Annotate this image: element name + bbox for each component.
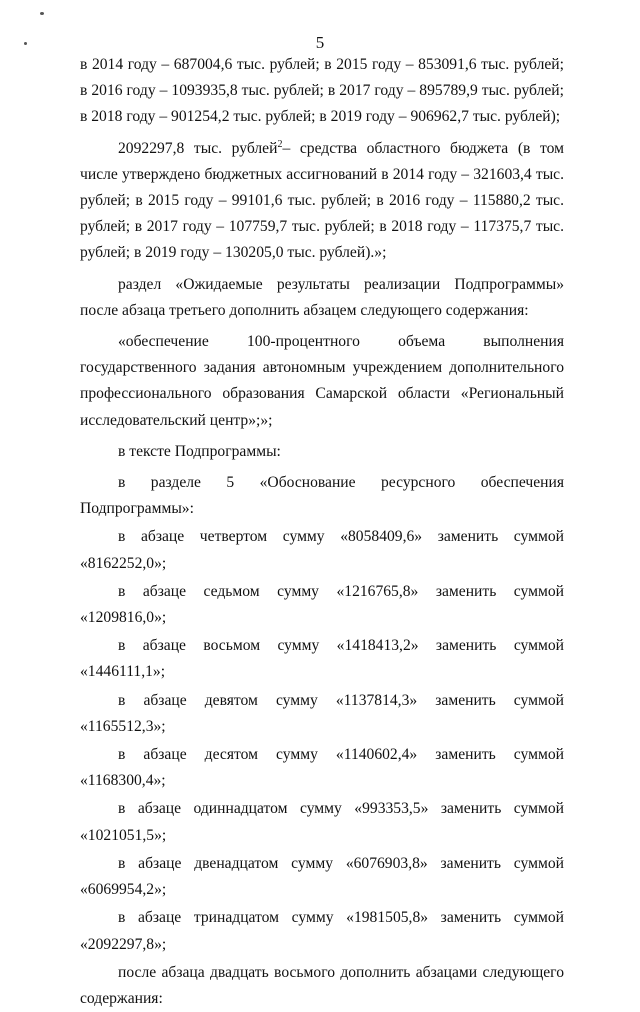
document-body <box>80 52 564 1012</box>
scan-speck <box>40 12 44 15</box>
paragraph-p13: в абзаце тринадцатом сумму «1981505,8» заменить суммой «2092297,8»; <box>80 909 564 953</box>
paragraph-p8: в абзаце восьмом сумму «1418413,2» заменить суммой «1446111,1»; <box>80 637 564 681</box>
paragraph-p4: в абзаце четвертом сумму «8058409,6» заменить суммой «8162252,0»; <box>80 528 564 572</box>
budget-lead: 2092297,8 тыс. рублей <box>118 139 278 157</box>
paragraph-provision: «обеспечение 100-процентного объема выполнения государственного задания автономным учреждением дополнительного профессионального образования Самарской области «Региональный исследовательский центр»;»; <box>80 333 564 429</box>
paragraph-p12: в абзаце двенадцатом сумму «6076903,8» заменить суммой «6069954,2»; <box>80 854 564 899</box>
paragraph-p7: в абзаце седьмом сумму «1216765,8» заменить суммой «1209816,0»; <box>80 582 564 627</box>
budget-paragraph <box>80 136 564 267</box>
page-number: 5 <box>315 33 325 52</box>
paragraph-in-text: в тексте Подпрограммы: <box>118 442 281 460</box>
paragraph-p10: в абзаце десятом сумму «1140602,4» заменить суммой «1168300,4»; <box>80 746 564 790</box>
budget-rest: – средства областного бюджета (в том числе утверждено бюджетных ассигнований в 2014 году – 321603,4 тыс. рублей; в 2015 году – 99101,6 тыс. рублей; в 2016 году – 115880,2 тыс. рублей; в 2017 году – 107759,7 тыс. рублей; в 2018 году – 117375,7 тыс. рублей; в 2019 году – 130205,0 тыс. рублей).»; <box>80 139 564 262</box>
paragraph-p11: в абзаце одиннадцатом сумму «993353,5» заменить суммой «1021051,5»; <box>80 800 564 844</box>
paragraph-p28: после абзаца двадцать восьмого дополнить абзацами следующего содержания: <box>80 963 564 1007</box>
paragraph-section5: в разделе 5 «Обоснование ресурсного обеспечения Подпрограммы»: <box>80 474 564 518</box>
footnote-marker: 2 <box>277 138 283 150</box>
paragraph-p9: в абзаце девятом сумму «1137814,3» заменить суммой «1165512,3»; <box>80 691 564 735</box>
text-line: в 2016 году – 1093935,8 тыс. рублей; в 2017 году – 895789,9 тыс. рублей; <box>80 82 564 100</box>
paragraph-section-results: раздел «Ожидаемые результаты реализации Подпрограммы» после абзаца третьего дополнить абзацем следующего содержания: <box>80 275 564 319</box>
text-line: в 2014 году – 687004,6 тыс. рублей; в 2015 году – 853091,6 тыс. рублей; <box>80 56 564 73</box>
text-line: в 2018 году – 901254,2 тыс. рублей; в 2019 году – 906962,7 тыс. рублей); <box>80 108 561 126</box>
